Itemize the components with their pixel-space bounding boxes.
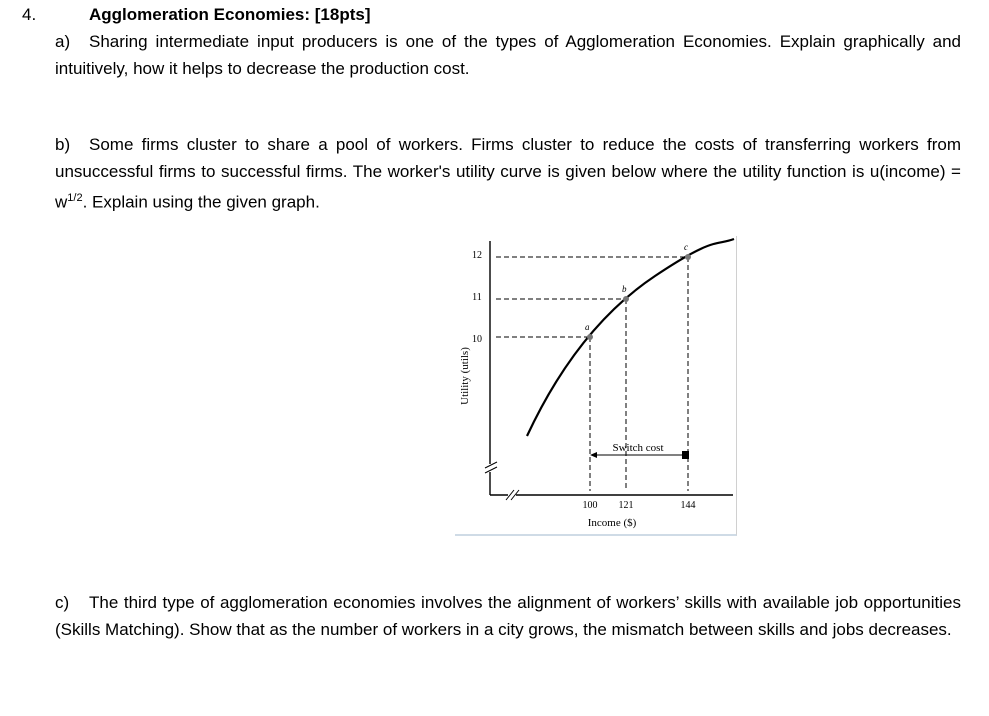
point-c	[685, 254, 691, 260]
y-axis-break-mark-2	[485, 467, 497, 473]
y-tick-label-12: 12	[472, 250, 482, 261]
question-title: Agglomeration Economies: [18pts]	[89, 5, 371, 24]
utility-chart-svg	[455, 236, 736, 534]
utility-exponent: 1/2	[67, 192, 83, 204]
y-tick-label-10: 10	[472, 334, 482, 345]
switch-cost-square-marker	[682, 451, 689, 459]
switch-cost-label: Switch cost	[612, 442, 664, 454]
x-tick-label-144: 144	[680, 500, 696, 511]
x-tick-label-121: 121	[618, 500, 634, 511]
y-axis-break-mark-1	[485, 462, 497, 468]
y-axis-label: Utility (utils)	[459, 347, 471, 405]
point-b-label: b	[622, 284, 627, 294]
utility-graph	[455, 236, 737, 536]
part-a-paragraph	[55, 29, 961, 82]
y-tick-label-11: 11	[472, 292, 482, 303]
part-b-text: Some firms cluster to share a pool of workers. Firms cluster to reduce the costs of transferring workers from unsuccessful firms to successful firms. The worker's utility curve is given below where the utility function is u(income) = w	[55, 135, 961, 212]
part-b-label: b)	[55, 135, 71, 154]
part-b-paragraph	[55, 132, 961, 216]
part-c-text: The third type of agglomeration economies involves the alignment of workers’ skills with available job opportunities (Skills Matching). Show that as the number of workers in a city grows, the mismatch between skills and jobs decreases.	[55, 593, 961, 639]
part-b-tail: . Explain using the given graph.	[82, 192, 320, 212]
point-a-label: a	[585, 322, 590, 332]
part-a-label: a)	[55, 32, 71, 51]
question-number: 4.	[22, 5, 37, 24]
x-tick-label-100: 100	[582, 500, 598, 511]
switch-cost-arrowhead	[590, 452, 597, 458]
part-a-text: Sharing intermediate input producers is one of the types of Agglomeration Economies. Explain graphically and intuitively, how it helps to decrease the production cost.	[55, 32, 961, 78]
part-c-label: c)	[55, 593, 70, 612]
point-a	[587, 334, 593, 340]
part-c-paragraph	[55, 590, 961, 643]
x-axis-label: Income ($)	[587, 517, 637, 529]
point-b	[623, 296, 629, 302]
utility-curve	[527, 239, 734, 436]
point-c-label: c	[684, 242, 688, 252]
